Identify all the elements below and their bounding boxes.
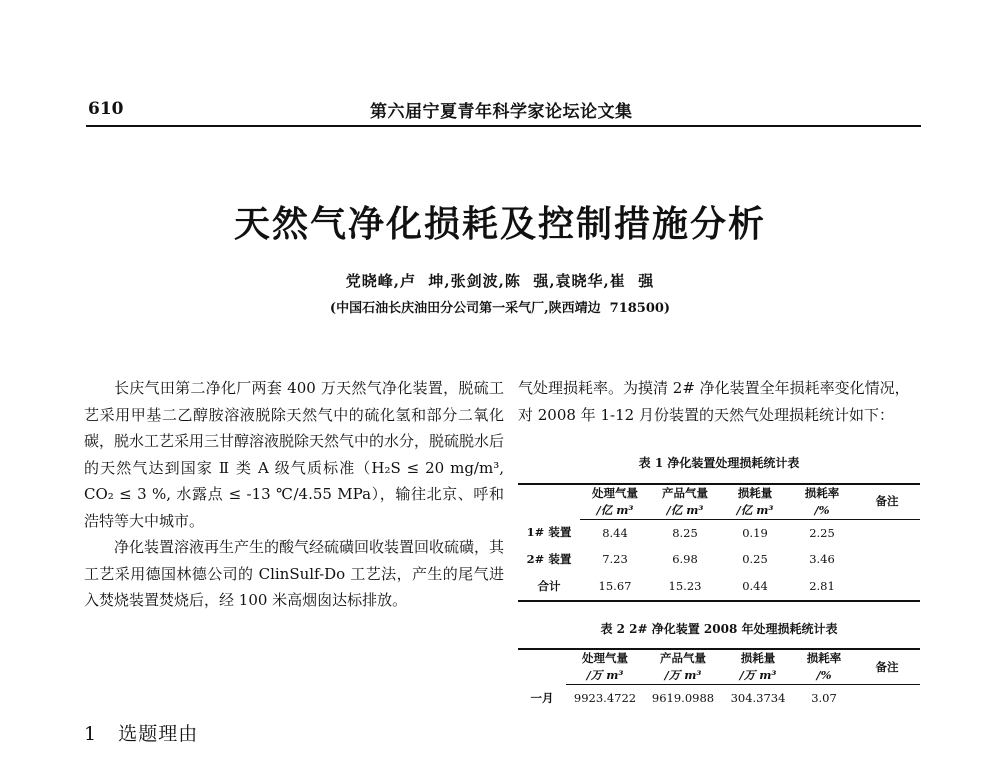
article-affiliation: (中国石油长庆油田分公司第一采气厂,陕西靖边 718500)	[329, 301, 671, 316]
right-column	[518, 375, 920, 712]
table-1-header-rate: 损耗率	[790, 484, 854, 502]
table-cell: 8.44	[602, 525, 628, 540]
table-1-unit: /亿 m³	[650, 502, 720, 520]
table-cell: 9923.4722	[573, 691, 637, 705]
table-cell: 2# 装置	[526, 552, 572, 567]
table-cell: 3.46	[809, 552, 835, 567]
table-cell: 9619.0988	[651, 691, 715, 705]
table-row	[518, 546, 920, 573]
body-paragraph-1: 长庆气田第二净化厂两套 400 万天然气净化装置，脱硫工艺采用甲基二乙醇胺溶液脱除天然气中的硫化氢和部分二氧化碳，脱水工艺采用三甘醇溶液脱除天然气中的水分，脱硫脱水后的天然气达到国家 Ⅱ 类 A 级气质标准（H₂S ≤ 20 mg/m³, CO₂ ≤ 3 %, 水露点 ≤ -13 ℃/4.55 MPa），输往北京、呼和浩特等大中城市。	[84, 379, 505, 530]
table-2-header-product: 产品气量	[644, 649, 722, 667]
table-2-caption: 表 2 2# 净化装置 2008 年处理损耗统计表	[600, 621, 838, 636]
table-1	[518, 483, 920, 602]
table-2-unit: /万 m³	[644, 667, 722, 685]
table-cell: 0.25	[742, 552, 768, 567]
table-cell: 304.3734	[730, 691, 786, 705]
table-cell: 1# 装置	[526, 525, 572, 540]
table-cell: 7.23	[602, 552, 628, 567]
header-rule	[86, 125, 921, 127]
table-2-header-rate: 损耗率	[794, 649, 854, 667]
table-cell: 6.98	[672, 552, 698, 567]
article-title: 天然气净化损耗及控制措施分析	[233, 203, 766, 245]
table-1-caption: 表 1 净化装置处理损耗统计表	[638, 456, 800, 470]
table-cell: 8.25	[672, 525, 698, 540]
table-cell: 0.19	[742, 525, 768, 540]
article-authors: 党晓峰,卢 坤,张剑波,陈 强,袁晓华,崔 强	[345, 272, 655, 290]
right-paragraph: 气处理损耗率。为摸清 2# 净化装置全年损耗率变化情况，对 2008 年 1-12 月份装置的天然气处理损耗统计如下：	[518, 379, 910, 424]
table-row	[518, 573, 920, 601]
body-paragraph-2: 净化装置溶液再生产生的酸气经硫磺回收装置回收硫磺，其工艺采用德国林德公司的 ClinSulf-Do 工艺法，产生的尾气进入焚烧装置焚烧后，经 100 米高烟囱达标排放。	[84, 538, 505, 609]
table-2-unit: /万 m³	[566, 667, 644, 685]
left-column	[84, 375, 504, 614]
table-2-unit: /%	[794, 667, 854, 685]
table-1-unit: /%	[790, 502, 854, 520]
table-cell: 15.23	[650, 573, 720, 601]
table-2-header-loss: 损耗量	[722, 649, 794, 667]
table-cell: 3.07	[811, 691, 837, 705]
table-2-header-note: 备注	[854, 649, 920, 685]
table-cell: 一月	[530, 690, 554, 705]
table-row	[518, 519, 920, 546]
table-cell: 15.67	[580, 573, 650, 601]
table-cell: 2.25	[809, 525, 835, 540]
table-2-unit: /万 m³	[722, 667, 794, 685]
table-1-header-product: 产品气量	[650, 484, 720, 502]
table-1-unit: /亿 m³	[580, 502, 650, 520]
running-title: 第六届宁夏青年科学家论坛论文集	[370, 102, 633, 122]
table-row	[518, 685, 920, 712]
table-cell: 合计	[518, 573, 580, 601]
section-heading-1: 1 选题理由	[84, 723, 199, 745]
table-cell: 2.81	[790, 573, 854, 601]
table-cell: 0.44	[720, 573, 790, 601]
page-number: 610	[88, 99, 124, 119]
table-1-header-input: 处理气量	[580, 484, 650, 502]
table-2	[518, 648, 920, 712]
table-1-header-loss: 损耗量	[720, 484, 790, 502]
table-1-header-note: 备注	[854, 484, 920, 520]
table-1-unit: /亿 m³	[720, 502, 790, 520]
table-2-header-input: 处理气量	[566, 649, 644, 667]
